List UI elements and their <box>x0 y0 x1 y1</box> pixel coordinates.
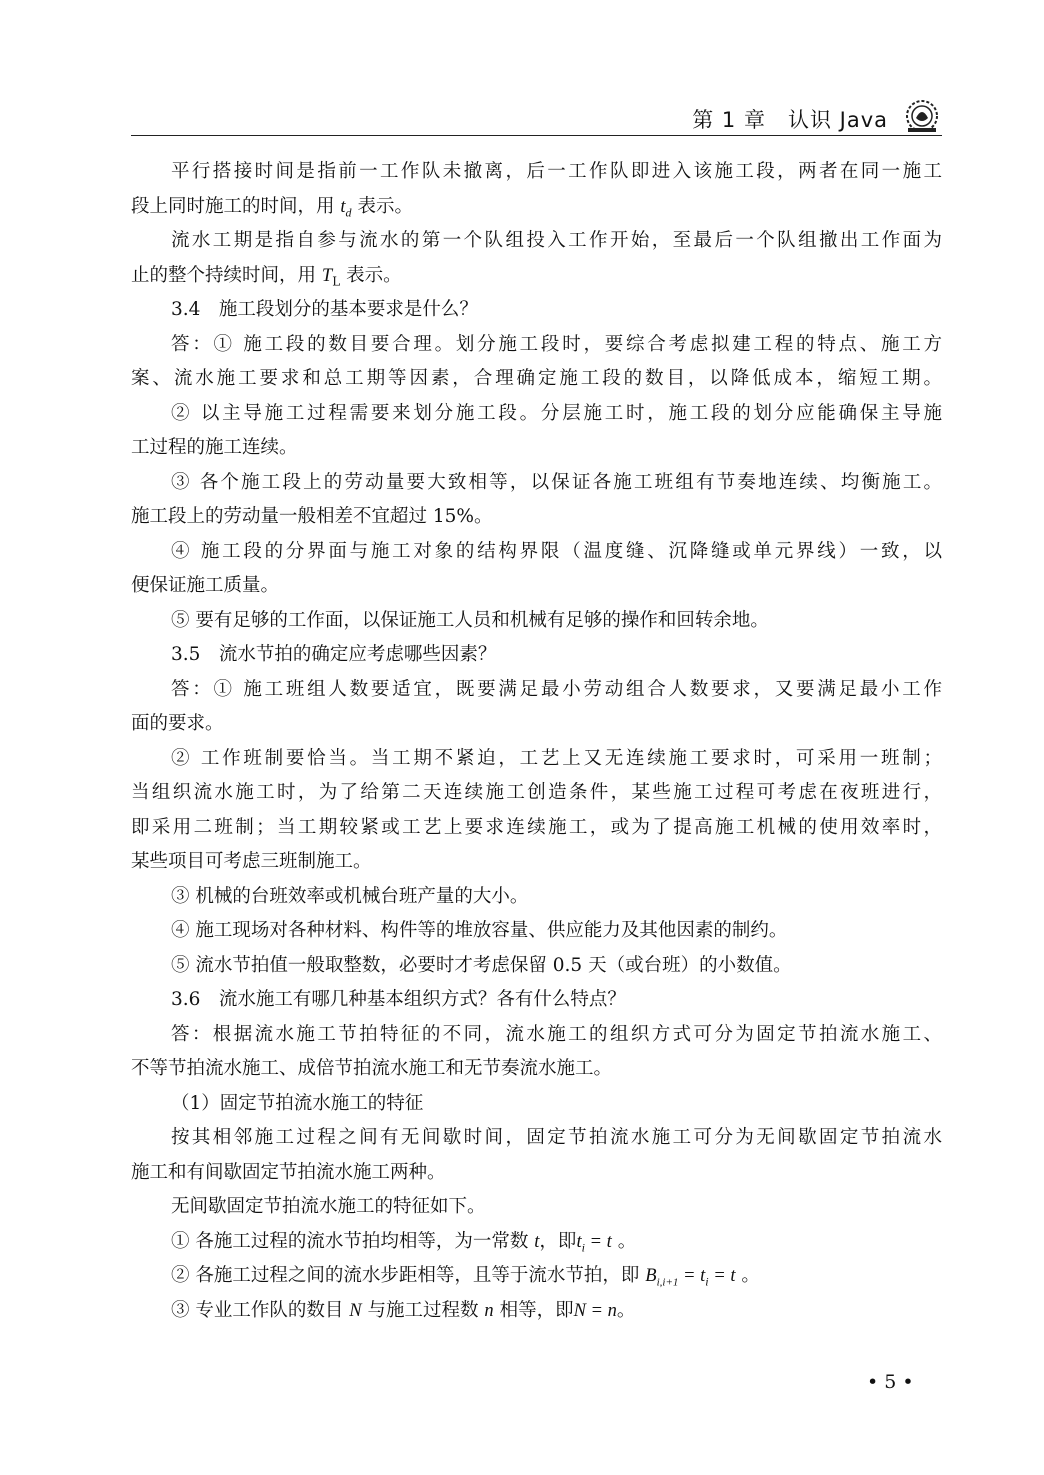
text-line: ⑤ 流水节拍值一般取整数，必要时才考虑保留 0.5 天（或台班）的小数值。 <box>171 954 792 976</box>
text-line: ④ 施工段的分界面与施工对象的结构界限（温度缝、沉降缝或单元界线）一致，以 <box>171 540 942 562</box>
text-line: 止的整个持续时间，用 $T_L$ 表示。 <box>131 264 402 289</box>
text-line: 案、流水施工要求和总工期等因素，合理确定施工段的数目，以降低成本，缩短工期。 <box>131 368 942 389</box>
chapter-number: 第 1 章 <box>692 108 766 132</box>
formula-line: ③ 专业工作队的数目 N 与施工过程数 n 相等，即N = n。 <box>171 1299 636 1321</box>
page-body <box>131 155 942 1328</box>
text-line: 施工段上的劳动量一般相差不宜超过 15%。 <box>131 506 493 527</box>
text-line: 某些项目可考虑三班制施工。 <box>131 851 372 872</box>
question-heading: 3.5 流水节拍的确定应考虑哪些因素？ <box>171 644 497 665</box>
formula-line: ② 各施工过程之间的流水步距相等，且等于流水节拍，即 $B_{i,i+1} = t_i = t$ 。 <box>171 1265 760 1289</box>
running-header-title <box>692 104 888 134</box>
text-line: 便保证施工质量。 <box>131 575 280 596</box>
text-line: ④ 施工现场对各种材料、构件等的堆放容量、供应能力及其他因素的制约。 <box>171 920 788 941</box>
text-line: 即采用二班制；当工期较紧或工艺上要求连续施工，或为了提高施工机械的使用效率时， <box>131 816 942 838</box>
text-line: 无间歇固定节拍流水施工的特征如下。 <box>171 1196 486 1217</box>
text-line: 当组织流水施工时，为了给第二天连续施工创造条件，某些施工过程可考虑在夜班进行， <box>131 782 942 803</box>
question-heading: 3.6 流水施工有哪几种基本组织方式？各有什么特点？ <box>171 989 626 1010</box>
text-line: ② 工作班制要恰当。当工期不紧迫，工艺上又无连续施工要求时，可采用一班制； <box>171 747 942 769</box>
text-line: 工过程的施工连续。 <box>131 437 298 458</box>
text-line: 不等节拍流水施工、成倍节拍流水施工和无节奏流水施工。 <box>131 1058 613 1079</box>
formula-line: ① 各施工过程的流水节拍均相等，为一常数 t，即$t_i = t$ 。 <box>171 1230 637 1255</box>
text-line: ③ 各个施工段上的劳动量要大致相等，以保证各施工班组有节奏地连续、均衡施工。 <box>171 471 942 493</box>
text-line: 答：根据流水施工节拍特征的不同，流水施工的组织方式可分为固定节拍流水施工、 <box>171 1023 942 1045</box>
text-line: ② 以主导施工过程需要来划分施工段。分层施工时，施工段的划分应能确保主导施 <box>171 402 942 424</box>
running-header <box>131 98 942 138</box>
text-line: 平行搭接时间是指前一工作队未撤离，后一工作队即进入该施工段，两者在同一施工 <box>171 161 942 182</box>
text-line: ③ 机械的台班效率或机械台班产量的大小。 <box>171 885 529 907</box>
header-rule <box>131 135 942 136</box>
text-line: 段上同时施工的时间，用 $t_d$ 表示。 <box>131 195 413 220</box>
subheading: （1）固定节拍流水施工的特征 <box>171 1092 424 1114</box>
text-line: 按其相邻施工过程之间有无间歇时间，固定节拍流水施工可分为无间歇固定节拍流水 <box>171 1127 942 1148</box>
text-line: 施工和有间歇固定节拍流水施工两种。 <box>131 1161 446 1183</box>
text-line: 流水工期是指自参与流水的第一个队组投入工作开始，至最后一个队组撤出工作面为 <box>171 230 942 251</box>
text-line: ⑤ 要有足够的工作面，以保证施工人员和机械有足够的操作和回转余地。 <box>171 609 769 631</box>
question-heading: 3.4 施工段划分的基本要求是什么？ <box>171 299 478 320</box>
publisher-logo-icon <box>902 98 942 136</box>
text-line: 答：① 施工班组人数要适宜，既要满足最小劳动组合人数要求，又要满足最小工作 <box>171 678 942 700</box>
text-line: 面的要求。 <box>131 713 224 734</box>
chapter-title: 认识 Java <box>787 108 888 132</box>
page-number: • 5 • <box>867 1371 914 1393</box>
text-line: 答：① 施工段的数目要合理。划分施工段时，要综合考虑拟建工程的特点、施工方 <box>171 333 942 355</box>
